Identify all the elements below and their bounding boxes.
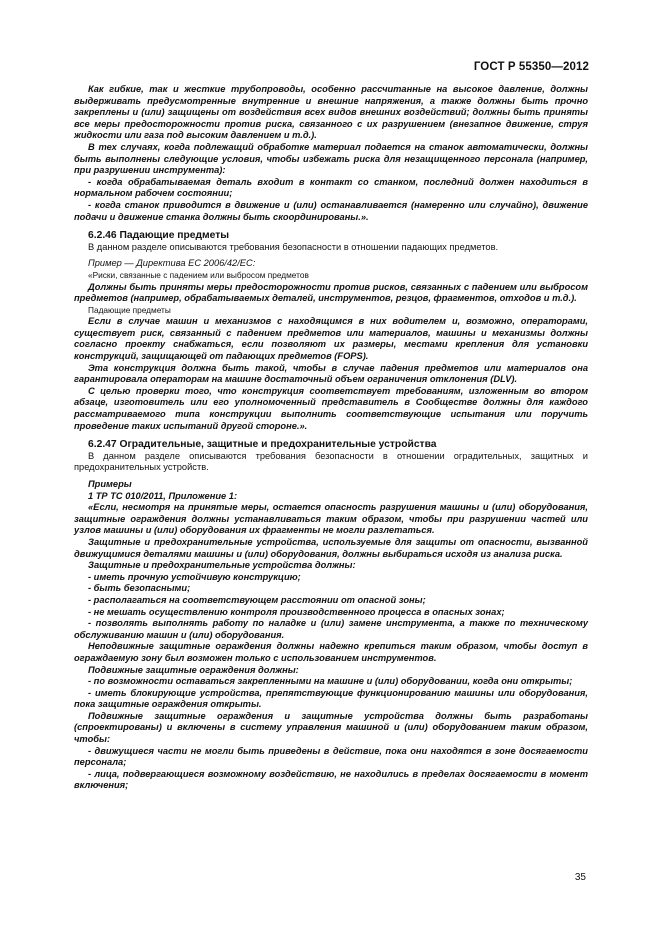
- section-heading-6-2-46: 6.2.46 Падающие предметы: [88, 230, 230, 242]
- list-item: - когда обрабатываемая деталь входит в контакт со станком, последний должен находиться в нормальном рабочем состоянии;: [74, 176, 588, 199]
- example-source: 1 ТР ТС 010/2011, Приложение 1:: [88, 490, 238, 501]
- paragraph: Если в случае машин и механизмов с находящимся в них водителем и, возможно, операторами, существует риск, связанный с падением предметов или материалов, машины и механизмы должны согласно проекту снабжаться, если позволяют их размеры, местами крепления для установки конструкций, защищающей от падающих предметов (FOPS).: [74, 316, 588, 362]
- quote-heading: «Риски, связанные с падением или выбросом предметов: [88, 269, 309, 280]
- paragraph: «Если, несмотря на принятые меры, остается опасность разрушения машины и (или) оборудования, защитные ограждения должны устанавливаться таким образом, чтобы при разрушении частей или узлов машины и (или) оборудования их фрагменты не могли разлетаться.: [74, 502, 588, 536]
- paragraph: С целью проверки того, что конструкция соответствует требованиям, изложенным во втором абзаце, изготовитель или его уполномоченный представитель в Сообществе должны для каждого рассматриваемого типа конструкции выполнить соответствующие испытания или поручить проведение таких испытаний другой стороне.».: [74, 385, 588, 431]
- quote-heading: Падающие предметы: [88, 304, 171, 315]
- list-item: - иметь блокирующие устройства, препятствующие функционированию машины или оборудования, пока защитные ограждения открыты.: [74, 687, 588, 710]
- list-item: - по возможности оставаться закрепленными на машине и (или) оборудовании, когда они открыты;: [88, 676, 573, 687]
- list-item: - когда станок приводится в движение и (или) останавливается (намеренно или случайно), движение подачи и движение станка должны быть скоординированы.».: [74, 199, 588, 222]
- document-body: [74, 84, 588, 792]
- list-item: - движущиеся части не могли быть приведены в действие, пока они находятся в зоне досягаемости персонала;: [74, 745, 588, 768]
- paragraph: В данном разделе описываются требования безопасности в отношении падающих предметов.: [88, 241, 499, 252]
- list-item: - располагаться на соответствующем расстоянии от опасной зоны;: [88, 594, 426, 605]
- section-heading-6-2-47: 6.2.47 Оградительные, защитные и предохранительные устройства: [88, 439, 437, 451]
- paragraph: Эта конструкция должна быть такой, чтобы в случае падения предметов или материалов она гарантировала операторам на машине достаточный объем ограничения отклонения (DLV).: [74, 362, 588, 385]
- paragraph: Как гибкие, так и жесткие трубопроводы, особенно рассчитанные на высокое давление, должны выдерживать предусмотренные внутренние и внешние напряжения, а также должны быть прочно закреплены и (или) защищены от воздействия всех видов внешних воздействий; должны быть приняты все меры предосторожности против риска, связанного с их разрушением (внезапное движение, струя жидкости или газа под высоким давлением и т.д.).: [74, 84, 588, 141]
- paragraph: В данном разделе описываются требования безопасности в отношении оградительных, защитных и предохранительных устройств.: [74, 450, 588, 473]
- document-code: ГОСТ Р 55350—2012: [473, 61, 589, 73]
- list-item: - быть безопасными;: [88, 583, 191, 594]
- paragraph: Неподвижные защитные ограждения должны надежно крепиться таким образом, чтобы доступ в ограждаемую зону был возможен только с использованием инструментов.: [74, 641, 588, 663]
- list-item: - позволять выполнять работу по наладке и (или) замене инструмента, а также по техническому обслуживанию машин и (или) оборудования.: [74, 618, 588, 640]
- examples-label: Примеры: [88, 479, 132, 489]
- list-item: - иметь прочную устойчивую конструкцию;: [88, 571, 301, 582]
- paragraph: Подвижные защитные ограждения должны:: [88, 664, 299, 675]
- page-number: 35: [574, 872, 586, 883]
- paragraph: Защитные и предохранительные устройства, используемые для защиты от опасности, вызванной движущимися деталями машины и (или) оборудования, должны выбираться исходя из анализа риска.: [74, 536, 588, 559]
- paragraph: Должны быть приняты меры предосторожности против рисков, связанных с падением или выбросом предметов (например, обрабатываемых деталей, инструментов, резцов, фрагментов, отходов и т.д.).: [74, 281, 588, 304]
- paragraph: Защитные и предохранительные устройства должны:: [88, 560, 356, 571]
- example-label: Пример — Директива ЕС 2006/42/ЕС:: [88, 258, 256, 269]
- list-item: - лица, подвергающиеся возможному воздействию, не находились в пределах досягаемости в момент включения;: [74, 768, 588, 791]
- paragraph: В тех случаях, когда подлежащий обработке материал подается на станок автоматически, должны быть выполнены следующие условия, чтобы избежать риска для незащищенного персонала (например, при разрушении инструмента):: [74, 141, 588, 176]
- list-item: - не мешать осуществлению контроля производственного процесса в опасных зонах;: [88, 606, 505, 617]
- paragraph: Подвижные защитные ограждения и защитные устройства должны быть разработаны (спроектированы) и включены в систему управления машиной и (или) оборудованием таким образом, чтобы:: [74, 710, 588, 745]
